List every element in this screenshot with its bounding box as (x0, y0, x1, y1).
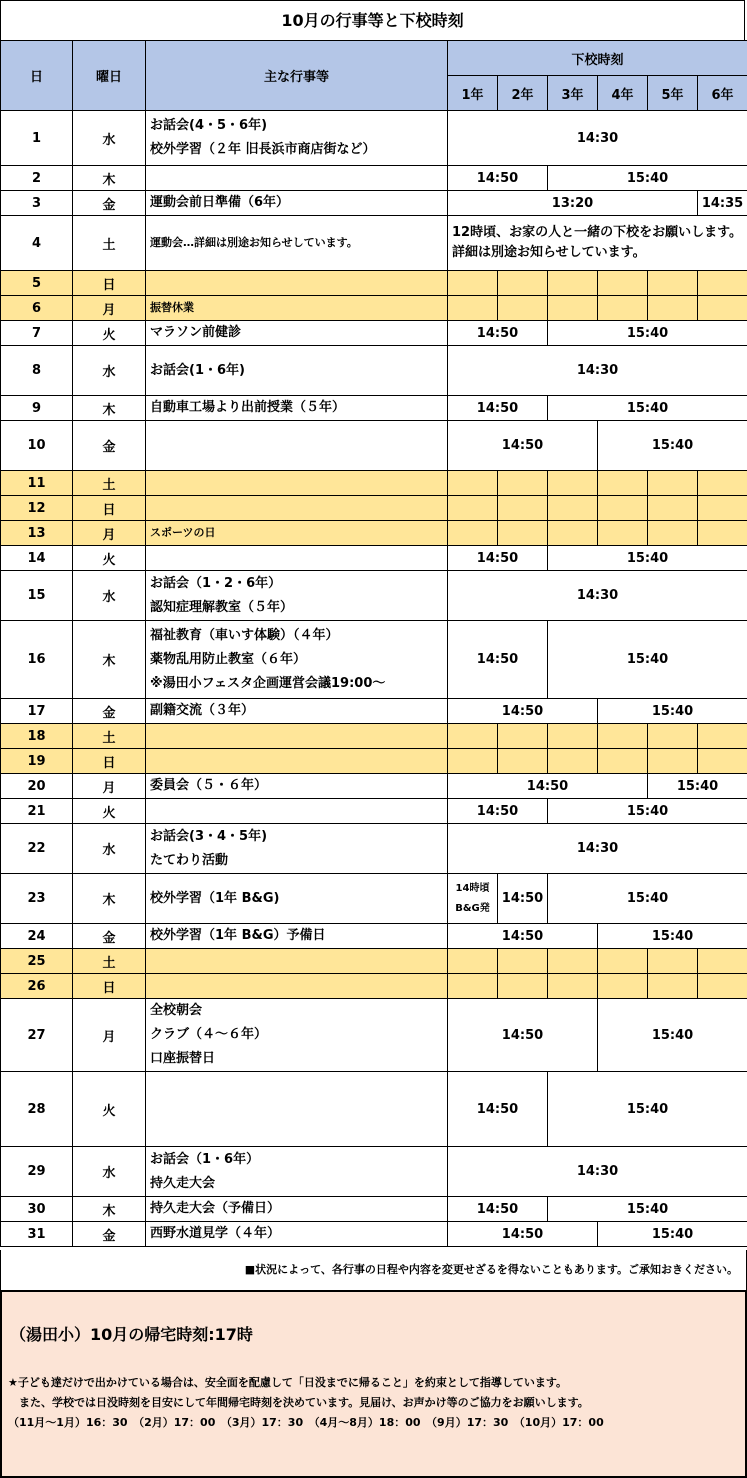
weekday-cell: 月 (73, 774, 146, 799)
page-title: 10月の行事等と下校時刻 (0, 0, 745, 40)
dismissal-time: 14:50 (448, 799, 548, 824)
table-row (1, 774, 747, 799)
weekday-cell: 日 (73, 271, 146, 296)
weekday-cell: 土 (73, 724, 146, 749)
dismissal-time: 15:40 (548, 799, 747, 824)
table-row (1, 949, 747, 974)
time-cell-empty (648, 496, 698, 521)
weekday-cell: 金 (73, 421, 146, 471)
event-cell (146, 216, 448, 271)
time-cell-empty (448, 271, 498, 296)
event-text: 運動会…詳細は別途お知らせしています。 (150, 236, 358, 249)
dismissal-time: 15:40 (548, 874, 747, 924)
event-cell (146, 1072, 448, 1147)
weekday-cell: 月 (73, 521, 146, 546)
weekday-cell: 月 (73, 999, 146, 1072)
header-grade: 6年 (698, 76, 747, 111)
event-text: 運動会前日準備（6年） (150, 195, 290, 210)
table-row (1, 296, 747, 321)
day-cell: 14 (1, 546, 73, 571)
header-grade: 4年 (598, 76, 648, 111)
table-row (1, 496, 747, 521)
dismissal-time: 14:50 (448, 774, 648, 799)
time-cell-empty (698, 949, 747, 974)
dismissal-time: 14:50 (448, 999, 598, 1072)
event-text: 西野水道見学（４年） (150, 1226, 281, 1241)
day-cell: 18 (1, 724, 73, 749)
return-time-box (0, 1290, 747, 1478)
event-cell (146, 571, 448, 621)
return-time-schedule: （11月～1月）16：30 （2月）17：00 （3月）17：30 （4月～8月）18：00 （9月）17：30 （10月）17：00 (8, 1416, 604, 1429)
header-events: 主な行事等 (146, 41, 448, 111)
time-cell-empty (698, 296, 747, 321)
time-cell-empty (648, 949, 698, 974)
time-cell-empty (448, 521, 498, 546)
table-row (1, 1072, 747, 1147)
time-cell-empty (498, 271, 548, 296)
weekday-cell: 土 (73, 471, 146, 496)
table-row (1, 999, 747, 1072)
header-dismissal: 下校時刻 (448, 41, 747, 76)
weekday-cell: 金 (73, 1222, 146, 1247)
weekday-cell: 水 (73, 1147, 146, 1197)
event-cell (146, 321, 448, 346)
event-cell (146, 999, 448, 1072)
time-cell-empty (498, 949, 548, 974)
dismissal-time: 14:50 (448, 546, 548, 571)
dismissal-time: 14:50 (448, 421, 598, 471)
weekday-cell: 日 (73, 496, 146, 521)
time-cell-empty (598, 271, 648, 296)
event-text: 認知症理解教室（５年） (150, 599, 294, 615)
time-cell-empty (598, 296, 648, 321)
time-cell-empty (698, 471, 747, 496)
table-row (1, 521, 747, 546)
table-row (1, 1222, 747, 1247)
event-cell (146, 924, 448, 949)
day-cell: 16 (1, 621, 73, 699)
dismissal-time: 15:40 (648, 774, 747, 799)
event-text: 委員会（５・６年） (150, 778, 268, 793)
dismissal-time: 14:30 (448, 571, 747, 621)
day-cell: 8 (1, 346, 73, 396)
event-text: 福祉教育（車いす体験）（４年） (150, 627, 339, 643)
dismissal-time: 15:40 (548, 1072, 747, 1147)
time-cell-empty (498, 974, 548, 999)
day-cell: 19 (1, 749, 73, 774)
day-cell: 9 (1, 396, 73, 421)
weekday-cell: 水 (73, 571, 146, 621)
day-cell: 30 (1, 1197, 73, 1222)
day-cell: 28 (1, 1072, 73, 1147)
time-cell-empty (548, 271, 598, 296)
weekday-cell: 日 (73, 749, 146, 774)
dismissal-time: 14:50 (448, 1197, 548, 1222)
event-cell (146, 296, 448, 321)
time-cell-empty (548, 296, 598, 321)
table-row (1, 621, 747, 699)
time-cell-empty (498, 724, 548, 749)
time-cell-empty (598, 749, 648, 774)
day-cell: 31 (1, 1222, 73, 1247)
event-cell (146, 396, 448, 421)
time-cell-empty (648, 974, 698, 999)
event-text: 持久走大会 (150, 1175, 216, 1191)
dismissal-time: 15:40 (598, 421, 747, 471)
day-cell: 17 (1, 699, 73, 724)
table-row (1, 111, 747, 166)
day-cell: 5 (1, 271, 73, 296)
dismissal-time: 15:40 (548, 1197, 747, 1222)
dismissal-time: 15:40 (598, 699, 747, 724)
event-cell (146, 166, 448, 191)
event-cell (146, 799, 448, 824)
event-text: 振替休業 (150, 301, 194, 314)
weekday-cell: 水 (73, 111, 146, 166)
day-cell: 6 (1, 296, 73, 321)
weekday-cell: 土 (73, 949, 146, 974)
dismissal-time: 14:35 (698, 191, 747, 216)
time-cell-empty (648, 471, 698, 496)
dismissal-time-note (448, 874, 498, 924)
time-cell-empty (448, 949, 498, 974)
time-cell-empty (498, 496, 548, 521)
event-text: 全校朝会 (150, 1003, 203, 1018)
event-text: 校外学習（1年 B&G) (150, 890, 280, 906)
schedule-table (0, 40, 747, 1247)
event-cell (146, 699, 448, 724)
weekday-cell: 火 (73, 799, 146, 824)
dismissal-note-text: 14時頃 (455, 882, 490, 894)
time-cell-empty (648, 749, 698, 774)
table-row (1, 546, 747, 571)
event-text: ※湯田小フェスタ企画運営会議19:00～ (150, 675, 386, 691)
table-row (1, 396, 747, 421)
header-weekday: 曜日 (73, 41, 146, 111)
day-cell: 21 (1, 799, 73, 824)
table-row (1, 699, 747, 724)
dismissal-time: 14:30 (448, 346, 747, 396)
event-text: 校外学習（1年 B&G）予備日 (150, 928, 326, 943)
table-row (1, 974, 747, 999)
event-text: 口座振替日 (150, 1051, 216, 1066)
return-time-note: また、学校では日没時刻を目安にして年間帰宅時刻を決めています。見届け、お声かけ等のご協力をお願いします。 (8, 1396, 589, 1409)
weekday-cell: 木 (73, 874, 146, 924)
day-cell: 1 (1, 111, 73, 166)
time-cell-empty (548, 974, 598, 999)
header-grade: 1年 (448, 76, 498, 111)
day-cell: 7 (1, 321, 73, 346)
time-cell-empty (648, 296, 698, 321)
time-cell-empty (448, 724, 498, 749)
event-text: お話会(3・4・5年) (150, 828, 268, 844)
event-text: マラソン前健診 (150, 325, 242, 340)
table-row (1, 421, 747, 471)
header-grade: 2年 (498, 76, 548, 111)
dismissal-time: 14:50 (448, 699, 598, 724)
event-text: 薬物乱用防止教室（６年） (150, 651, 307, 667)
time-cell-empty (598, 496, 648, 521)
weekday-cell: 木 (73, 166, 146, 191)
day-cell: 26 (1, 974, 73, 999)
event-cell (146, 974, 448, 999)
time-cell-empty (548, 496, 598, 521)
weekday-cell: 木 (73, 396, 146, 421)
time-cell-empty (448, 496, 498, 521)
dismissal-note-text: B&G発 (455, 902, 490, 914)
weekday-cell: 金 (73, 924, 146, 949)
dismissal-time: 14:30 (448, 111, 747, 166)
event-cell (146, 1222, 448, 1247)
time-cell-empty (448, 296, 498, 321)
event-cell (146, 521, 448, 546)
dismissal-time: 14:50 (448, 1222, 598, 1247)
table-row (1, 321, 747, 346)
table-row (1, 749, 747, 774)
dismissal-note (448, 216, 747, 271)
day-cell: 13 (1, 521, 73, 546)
event-text: お話会(4・5・6年) (150, 118, 268, 133)
event-cell (146, 111, 448, 166)
time-cell-empty (598, 974, 648, 999)
day-cell: 29 (1, 1147, 73, 1197)
time-cell-empty (598, 949, 648, 974)
time-cell-empty (448, 471, 498, 496)
time-cell-empty (598, 724, 648, 749)
time-cell-empty (548, 471, 598, 496)
weekday-cell: 金 (73, 191, 146, 216)
event-text: クラブ（４～６年） (150, 1027, 268, 1042)
table-row (1, 1147, 747, 1197)
table-row (1, 724, 747, 749)
event-text: たてわり活動 (150, 852, 229, 868)
event-text: スポーツの日 (150, 526, 216, 539)
time-cell-empty (548, 521, 598, 546)
day-cell: 25 (1, 949, 73, 974)
dismissal-time: 14:50 (448, 924, 598, 949)
event-cell (146, 191, 448, 216)
day-cell: 15 (1, 571, 73, 621)
event-cell (146, 346, 448, 396)
footnote: ■状況によって、各行事の日程や内容を変更せざるを得ないこともあります。ご承知おきください。 (0, 1250, 747, 1290)
event-cell (146, 874, 448, 924)
weekday-cell: 日 (73, 974, 146, 999)
weekday-cell: 火 (73, 546, 146, 571)
time-cell-empty (698, 271, 747, 296)
dismissal-time: 15:40 (548, 621, 747, 699)
event-text: お話会（1・2・6年） (150, 575, 282, 591)
dismissal-time: 15:40 (598, 999, 747, 1072)
event-cell (146, 724, 448, 749)
table-row (1, 824, 747, 874)
event-text: お話会(1・6年) (150, 362, 245, 378)
dismissal-time: 15:40 (548, 321, 747, 346)
weekday-cell: 金 (73, 699, 146, 724)
return-time-note: ★子ども達だけで出かけている場合は、安全面を配慮して「日没までに帰ること」を約束として指導しています。 (8, 1376, 567, 1389)
dismissal-time: 15:40 (548, 166, 747, 191)
time-cell-empty (548, 949, 598, 974)
day-cell: 12 (1, 496, 73, 521)
event-cell (146, 496, 448, 521)
weekday-cell: 月 (73, 296, 146, 321)
weekday-cell: 火 (73, 321, 146, 346)
day-cell: 22 (1, 824, 73, 874)
event-text: 校外学習（２年 旧長浜市商店街など） (150, 142, 376, 157)
event-cell (146, 1147, 448, 1197)
dismissal-time: 15:40 (598, 1222, 747, 1247)
day-cell: 2 (1, 166, 73, 191)
header-grade: 5年 (648, 76, 698, 111)
time-cell-empty (698, 724, 747, 749)
time-cell-empty (648, 521, 698, 546)
dismissal-time: 14:50 (448, 396, 548, 421)
table-row (1, 799, 747, 824)
return-time-title: （湯田小）10月の帰宅時刻:17時 (10, 1325, 253, 1344)
time-cell-empty (698, 496, 747, 521)
time-cell-empty (498, 471, 548, 496)
table-row (1, 191, 747, 216)
dismissal-time: 14:50 (448, 166, 548, 191)
event-text: 持久走大会（予備日） (150, 1201, 281, 1216)
time-cell-empty (598, 521, 648, 546)
event-cell (146, 774, 448, 799)
dismissal-time: 14:50 (498, 874, 548, 924)
time-cell-empty (448, 974, 498, 999)
event-cell (146, 949, 448, 974)
table-row (1, 471, 747, 496)
event-cell (146, 546, 448, 571)
dismissal-note-text: 詳細は別途お知らせしています。 (452, 245, 646, 260)
time-cell-empty (498, 296, 548, 321)
event-cell (146, 421, 448, 471)
day-cell: 3 (1, 191, 73, 216)
event-cell (146, 271, 448, 296)
table-row (1, 166, 747, 191)
table-row (1, 346, 747, 396)
day-cell: 24 (1, 924, 73, 949)
table-row (1, 1197, 747, 1222)
weekday-cell: 水 (73, 824, 146, 874)
weekday-cell: 木 (73, 621, 146, 699)
time-cell-empty (698, 521, 747, 546)
dismissal-note-text: 12時頃、お家の人と一緒の下校をお願いします。 (452, 225, 743, 240)
day-cell: 20 (1, 774, 73, 799)
time-cell-empty (698, 974, 747, 999)
dismissal-time: 14:30 (448, 824, 747, 874)
weekday-cell: 水 (73, 346, 146, 396)
dismissal-time: 14:50 (448, 621, 548, 699)
event-text: 自動車工場より出前授業（５年） (150, 400, 346, 415)
weekday-cell: 土 (73, 216, 146, 271)
dismissal-time: 14:50 (448, 1072, 548, 1147)
table-row (1, 571, 747, 621)
time-cell-empty (698, 749, 747, 774)
dismissal-time: 13:20 (448, 191, 698, 216)
time-cell-empty (448, 749, 498, 774)
time-cell-empty (498, 521, 548, 546)
day-cell: 27 (1, 999, 73, 1072)
table-row (1, 216, 747, 271)
header-day: 日 (1, 41, 73, 111)
table-row (1, 874, 747, 924)
event-cell (146, 749, 448, 774)
event-text: 副籍交流（３年） (150, 703, 255, 718)
weekday-cell: 火 (73, 1072, 146, 1147)
day-cell: 23 (1, 874, 73, 924)
header-grade: 3年 (548, 76, 598, 111)
event-cell (146, 824, 448, 874)
table-row (1, 271, 747, 296)
weekday-cell: 木 (73, 1197, 146, 1222)
dismissal-time: 15:40 (598, 924, 747, 949)
time-cell-empty (548, 749, 598, 774)
event-cell (146, 621, 448, 699)
time-cell-empty (648, 271, 698, 296)
event-cell (146, 1197, 448, 1222)
day-cell: 10 (1, 421, 73, 471)
dismissal-time: 14:30 (448, 1147, 747, 1197)
table-row (1, 924, 747, 949)
time-cell-empty (548, 724, 598, 749)
event-text: お話会（1・6年） (150, 1151, 260, 1167)
dismissal-time: 14:50 (448, 321, 548, 346)
event-cell (146, 471, 448, 496)
time-cell-empty (598, 471, 648, 496)
dismissal-time: 15:40 (548, 546, 747, 571)
day-cell: 4 (1, 216, 73, 271)
dismissal-time: 15:40 (548, 396, 747, 421)
day-cell: 11 (1, 471, 73, 496)
time-cell-empty (648, 724, 698, 749)
time-cell-empty (498, 749, 548, 774)
